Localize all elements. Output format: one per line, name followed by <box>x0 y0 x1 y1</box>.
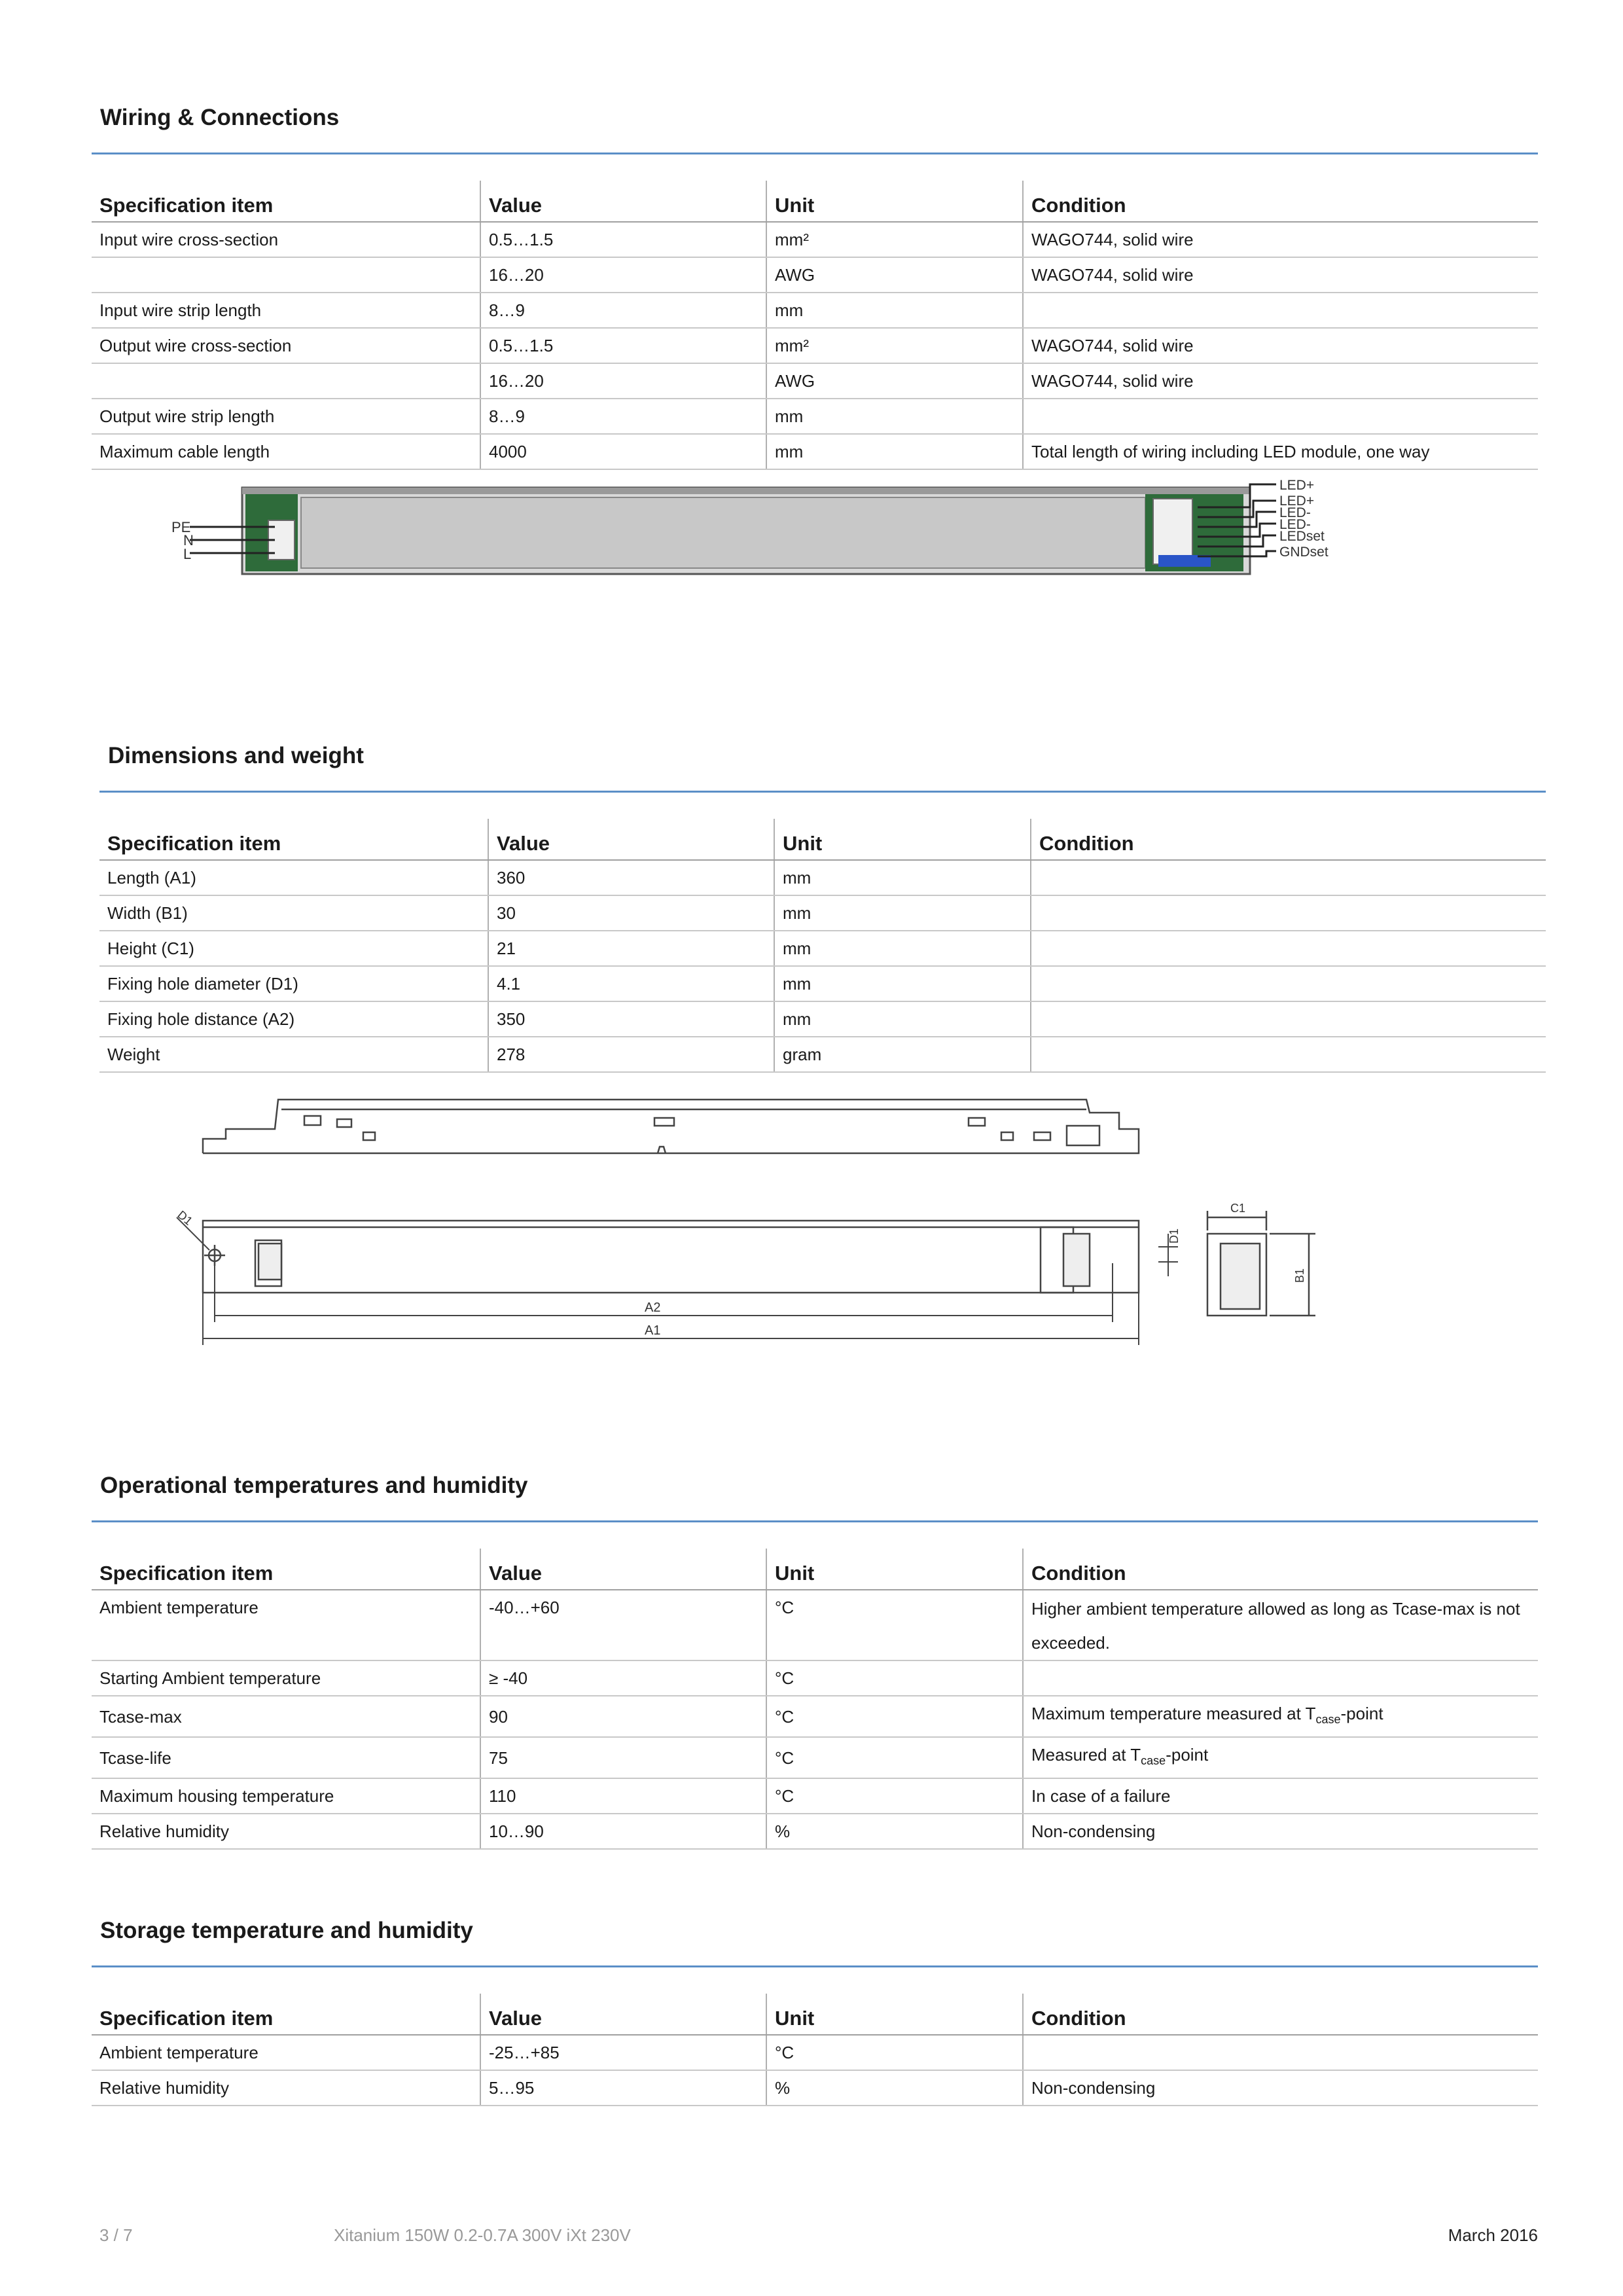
table-header-row <box>92 1549 1538 1590</box>
cell-condition <box>1031 860 1546 895</box>
table-row <box>92 1660 1538 1696</box>
cell-unit: mm <box>774 895 1031 931</box>
dimensions-section <box>99 736 1546 1073</box>
cell-item: Length (A1) <box>99 860 488 895</box>
header-unit: Unit <box>766 1549 1023 1590</box>
storage-title: Storage temperature and humidity <box>92 1911 1538 1967</box>
header-condition: Condition <box>1023 1994 1538 2035</box>
cell-condition <box>1023 399 1538 434</box>
cell-condition <box>1023 1660 1538 1696</box>
cell-unit: gram <box>774 1037 1031 1072</box>
header-unit: Unit <box>774 819 1031 860</box>
cell-item <box>92 257 480 293</box>
cell-condition: Measured at $T_{case}$-point <box>1023 1737 1538 1778</box>
cell-value: 16…20 <box>480 363 766 399</box>
cell-unit: mm <box>766 399 1023 434</box>
cell-value: -40…+60 <box>480 1590 766 1660</box>
a1-dimension <box>203 1293 1139 1345</box>
cell-condition <box>1031 895 1546 931</box>
output-terminal-block <box>1153 499 1192 564</box>
cell-unit: °C <box>766 1590 1023 1660</box>
cell-item: Ambient temperature <box>92 1590 480 1660</box>
table-row <box>99 1037 1546 1072</box>
label-c1: C1 <box>1230 1202 1246 1215</box>
label-d1-right: D1 <box>1168 1228 1181 1244</box>
dimensions-title: Dimensions and weight <box>99 736 1546 793</box>
header-value: Value <box>488 819 774 860</box>
label-b1: B1 <box>1293 1268 1306 1283</box>
cell-unit: °C <box>766 1737 1023 1778</box>
header-unit: Unit <box>766 181 1023 222</box>
cell-unit: °C <box>766 2035 1023 2070</box>
header-condition: Condition <box>1023 1549 1538 1590</box>
cell-item: Height (C1) <box>99 931 488 966</box>
dimensions-table <box>99 819 1546 1073</box>
cell-unit: % <box>766 1814 1023 1849</box>
cell-condition: WAGO744, solid wire <box>1023 257 1538 293</box>
cell-condition: Non-condensing <box>1023 2070 1538 2106</box>
cell-value: 75 <box>480 1737 766 1778</box>
wiring-diagram <box>164 471 1342 589</box>
cell-item: Input wire strip length <box>92 293 480 328</box>
cell-unit: °C <box>766 1778 1023 1814</box>
cell-condition <box>1031 1001 1546 1037</box>
footer-product-name: Xitanium 150W 0.2-0.7A 300V iXt 230V <box>334 2225 631 2245</box>
label-gndset: GNDset <box>1279 545 1329 560</box>
cell-item: Output wire strip length <box>92 399 480 434</box>
cell-unit: mm <box>774 931 1031 966</box>
cell-unit: mm <box>774 860 1031 895</box>
cell-condition <box>1023 293 1538 328</box>
top-view <box>203 1221 1139 1293</box>
header-item: Specification item <box>99 819 488 860</box>
header-item: Specification item <box>92 1549 480 1590</box>
cell-value: 0.5…1.5 <box>480 328 766 363</box>
table-row <box>92 399 1538 434</box>
cell-value: 30 <box>488 895 774 931</box>
cell-condition: Maximum temperature measured at $T_{case}$-point <box>1023 1696 1538 1737</box>
cell-item: Maximum housing temperature <box>92 1778 480 1814</box>
label-l: L <box>183 546 192 562</box>
side-view <box>203 1100 1139 1153</box>
label-led-minus-2: LED- <box>1279 517 1311 532</box>
header-value: Value <box>480 1994 766 2035</box>
label-n: N <box>183 532 194 548</box>
label-a1: A1 <box>645 1323 661 1338</box>
table-row <box>92 1590 1538 1660</box>
cell-condition: WAGO744, solid wire <box>1023 363 1538 399</box>
table-row <box>92 434 1538 469</box>
cell-value: 21 <box>488 931 774 966</box>
header-value: Value <box>480 181 766 222</box>
label-d1-left: D1 <box>175 1208 195 1228</box>
cell-unit: mm <box>774 966 1031 1001</box>
cell-item: Input wire cross-section <box>92 222 480 257</box>
table-row <box>99 931 1546 966</box>
header-condition: Condition <box>1031 819 1546 860</box>
cell-item: Fixing hole diameter (D1) <box>99 966 488 1001</box>
label-led-minus-1: LED- <box>1279 505 1311 520</box>
cell-item: Tcase-max <box>92 1696 480 1737</box>
footer-date: March 2016 <box>1448 2225 1538 2245</box>
cell-unit: mm <box>766 293 1023 328</box>
cell-value: 16…20 <box>480 257 766 293</box>
cell-item: Relative humidity <box>92 2070 480 2106</box>
cell-item: Tcase-life <box>92 1737 480 1778</box>
storage-table <box>92 1994 1538 2106</box>
cell-unit: mm² <box>766 328 1023 363</box>
storage-section <box>92 1911 1538 2106</box>
cell-condition: WAGO744, solid wire <box>1023 328 1538 363</box>
header-unit: Unit <box>766 1994 1023 2035</box>
cell-value: 360 <box>488 860 774 895</box>
cell-item: Fixing hole distance (A2) <box>99 1001 488 1037</box>
cell-unit: % <box>766 2070 1023 2106</box>
cell-condition: Higher ambient temperature allowed as long as Tcase-max is not exceeded. <box>1023 1590 1538 1660</box>
cell-item: Output wire cross-section <box>92 328 480 363</box>
operational-section <box>92 1466 1538 1850</box>
table-header-row <box>92 1994 1538 2035</box>
cell-condition: In case of a failure <box>1023 1778 1538 1814</box>
table-row <box>92 328 1538 363</box>
cell-value: 8…9 <box>480 399 766 434</box>
cell-value: 278 <box>488 1037 774 1072</box>
cell-condition <box>1031 966 1546 1001</box>
table-row <box>92 1696 1538 1737</box>
label-ledset: LEDset <box>1279 529 1325 544</box>
table-row <box>92 1737 1538 1778</box>
wiring-section <box>92 98 1538 470</box>
table-row <box>92 363 1538 399</box>
cell-value: 350 <box>488 1001 774 1037</box>
cell-unit: mm² <box>766 222 1023 257</box>
cell-item: Starting Ambient temperature <box>92 1660 480 1696</box>
table-row <box>92 2070 1538 2106</box>
cell-value: 8…9 <box>480 293 766 328</box>
cell-value: 90 <box>480 1696 766 1737</box>
cell-value: 10…90 <box>480 1814 766 1849</box>
cell-condition: Total length of wiring including LED module, one way <box>1023 434 1538 469</box>
cell-condition: Non-condensing <box>1023 1814 1538 1849</box>
cell-value: ≥ -40 <box>480 1660 766 1696</box>
wiring-table <box>92 181 1538 470</box>
label-a2: A2 <box>645 1300 661 1315</box>
footer-page-number: 3 / 7 <box>99 2225 133 2245</box>
driver-top-edge <box>242 488 1250 494</box>
operational-title: Operational temperatures and humidity <box>92 1466 1538 1522</box>
cell-unit: AWG <box>766 363 1023 399</box>
label-led-plus-1: LED+ <box>1279 478 1315 493</box>
cell-unit: mm <box>774 1001 1031 1037</box>
cell-unit: °C <box>766 1696 1023 1737</box>
cell-value: 0.5…1.5 <box>480 222 766 257</box>
table-header-row <box>92 181 1538 222</box>
cell-value: 4000 <box>480 434 766 469</box>
cell-item: Width (B1) <box>99 895 488 931</box>
cell-unit: °C <box>766 1660 1023 1696</box>
cell-item: Weight <box>99 1037 488 1072</box>
table-row <box>99 966 1546 1001</box>
table-row <box>92 293 1538 328</box>
driver-label-area <box>301 497 1145 568</box>
cell-value: 5…95 <box>480 2070 766 2106</box>
header-value: Value <box>480 1549 766 1590</box>
header-item: Specification item <box>92 181 480 222</box>
label-pe: PE <box>171 519 191 535</box>
table-row <box>92 222 1538 257</box>
table-row <box>99 895 1546 931</box>
end-view <box>1207 1211 1315 1316</box>
cell-condition <box>1023 2035 1538 2070</box>
operational-table <box>92 1549 1538 1850</box>
cell-item: Relative humidity <box>92 1814 480 1849</box>
cell-value: -25…+85 <box>480 2035 766 2070</box>
cell-item: Maximum cable length <box>92 434 480 469</box>
table-row <box>92 257 1538 293</box>
wiring-title: Wiring & Connections <box>92 98 1538 154</box>
dimension-drawing <box>157 1086 1335 1388</box>
cell-condition <box>1031 931 1546 966</box>
cell-unit: mm <box>766 434 1023 469</box>
table-header-row <box>99 819 1546 860</box>
table-row <box>99 1001 1546 1037</box>
cell-condition: WAGO744, solid wire <box>1023 222 1538 257</box>
cell-condition <box>1031 1037 1546 1072</box>
cell-unit: AWG <box>766 257 1023 293</box>
label-led-plus-2: LED+ <box>1279 493 1315 509</box>
cell-item <box>92 363 480 399</box>
cell-value: 110 <box>480 1778 766 1814</box>
table-row <box>92 1778 1538 1814</box>
table-row <box>99 860 1546 895</box>
table-row <box>92 2035 1538 2070</box>
cell-item: Ambient temperature <box>92 2035 480 2070</box>
header-condition: Condition <box>1023 181 1538 222</box>
header-item: Specification item <box>92 1994 480 2035</box>
table-row <box>92 1814 1538 1849</box>
cell-value: 4.1 <box>488 966 774 1001</box>
